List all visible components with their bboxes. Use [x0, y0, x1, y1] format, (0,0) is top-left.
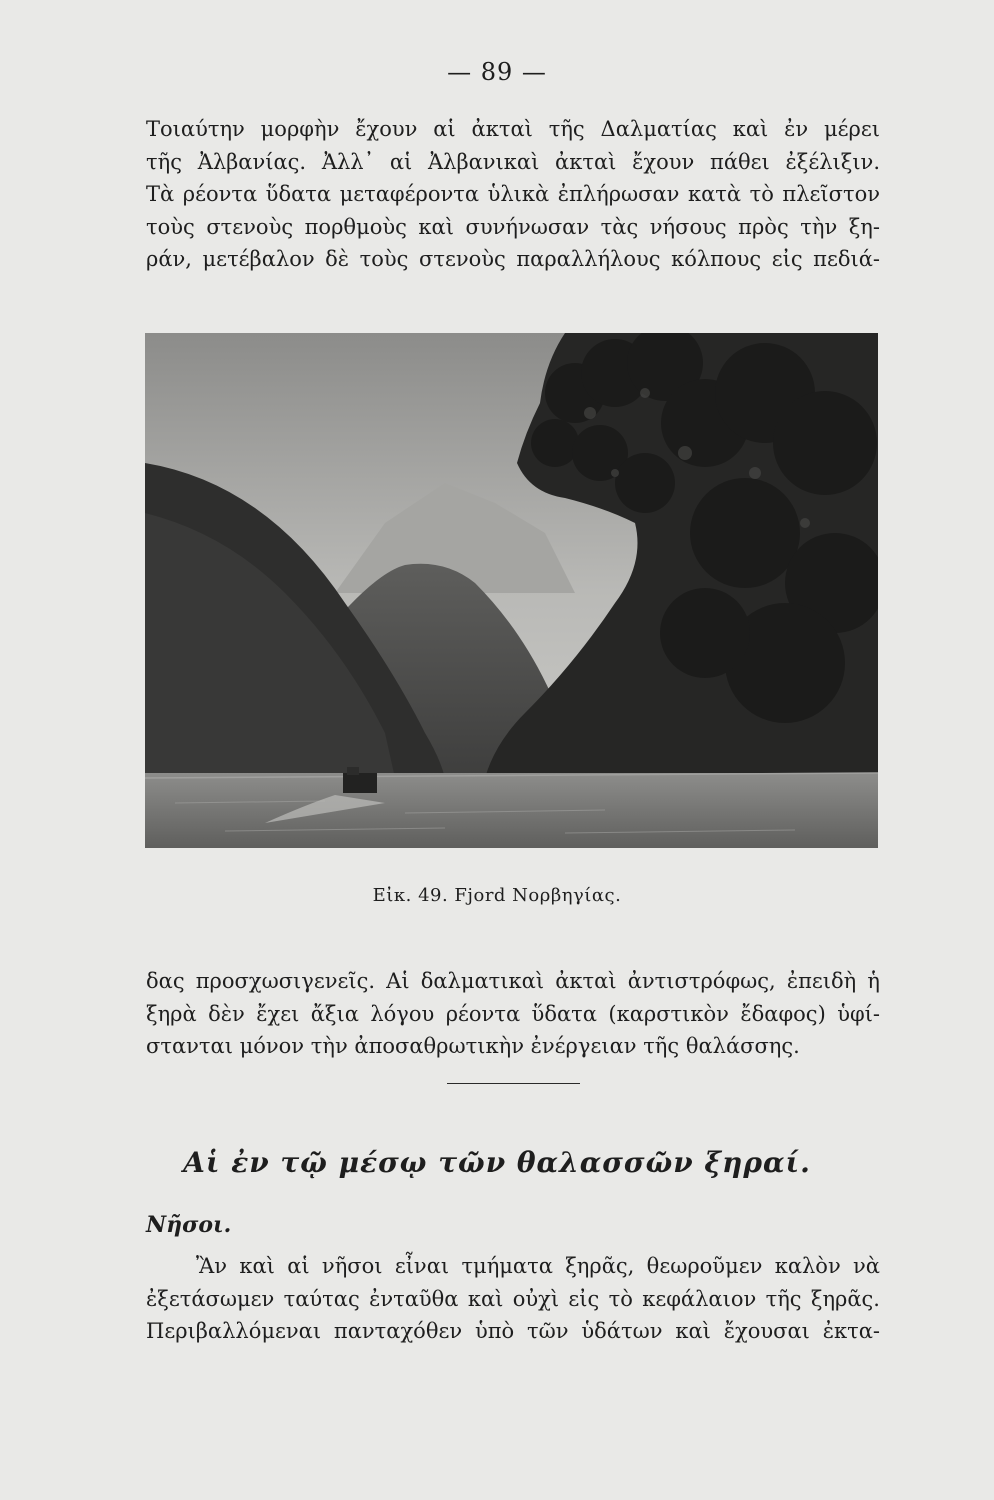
text-line: δας προσχωσιγενεῖς. Αἱ δαλματικαὶ ἀκταὶ ἀντιστρόφως, ἐπειδὴ ἡ [146, 969, 880, 993]
text-line: στανται μόνον τὴν ἀποσαθρωτικὴν ἐνέργειαν τῆς θαλάσσης. [146, 1034, 800, 1058]
paragraph-middle [146, 965, 880, 1063]
text-line: ξηρὰ δὲν ἔχει ἄξια λόγου ρέοντα ὕδατα (καρστικὸν ἔδαφος) ὑφί- [146, 1001, 880, 1026]
section-title: Αἱ ἐν τῷ μέσῳ τῶν θαλασσῶν ξηραί. [183, 1146, 811, 1179]
text-line: Τὰ ρέοντα ὕδατα μεταφέροντα ὑλικὰ ἐπλήρωσαν κατὰ τὸ πλεῖστον [146, 182, 880, 206]
figure-caption: Εἰκ. 49. Fjord Νορβηγίας. [372, 885, 622, 906]
text-line: ράν, μετέβαλον δὲ τοὺς στενοὺς παραλλήλους κόλπους εἰς πεδιά- [146, 247, 880, 271]
text-line: Τοιαύτην μορφὴν ἔχουν αἱ ἀκταὶ τῆς Δαλματίας καὶ ἐν μέρει [146, 117, 880, 141]
text-line: Ἂν καὶ αἱ νῆσοι εἶναι τμήματα ξηρᾶς, θεωροῦμεν καλὸν νὰ [196, 1254, 880, 1278]
text-line: Περιβαλλόμεναι πανταχόθεν ὑπὸ τῶν ὑδάτων καὶ ἔχουσαι ἐκτα- [146, 1319, 880, 1343]
page-number: — 89 — [447, 58, 547, 86]
paragraph-top [146, 113, 880, 276]
text-line: τῆς Ἀλβανίας. Ἀλλ᾽ αἱ Ἀλβανικαὶ ἀκταὶ ἔχουν πάθει ἐξέλιξιν. [146, 149, 880, 174]
section-divider [447, 1083, 580, 1084]
subheading: Νῆσοι. [146, 1212, 232, 1238]
text-line: τοὺς στενοὺς πορθμοὺς καὶ συνήνωσαν τὰς νήσους πρὸς τὴν ξη- [146, 214, 880, 239]
text-line: ἐξετάσωμεν ταύτας ἐνταῦθα καὶ οὐχὶ εἰς τὸ κεφάλαιον τῆς ξηρᾶς. [146, 1286, 880, 1311]
paragraph-bottom [146, 1250, 880, 1348]
fjord-photograph [145, 333, 878, 848]
